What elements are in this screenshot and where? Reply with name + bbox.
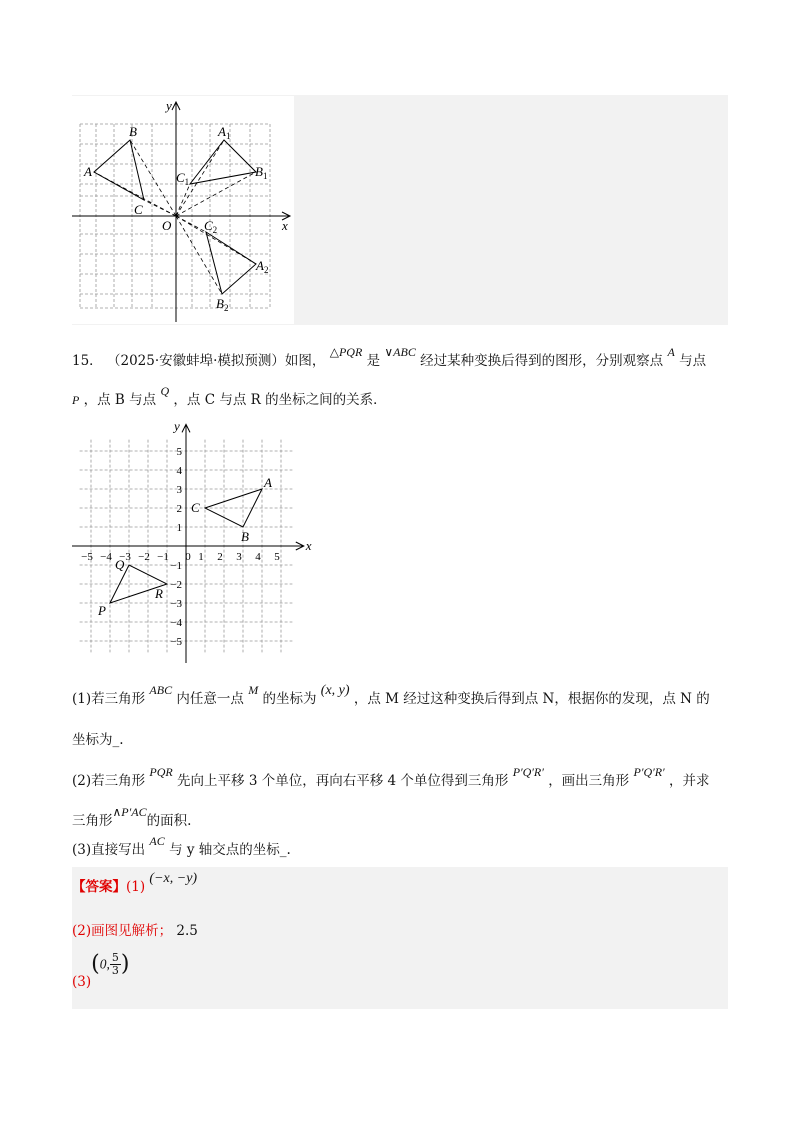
point-label-R: R — [155, 586, 163, 601]
triangle-abc: ∨ABC — [384, 345, 416, 359]
y-tick-label: −1 — [170, 560, 182, 572]
x-tick-label: 0 — [185, 551, 191, 563]
x-tick-label: 2 — [217, 551, 223, 563]
x-tick-label: −5 — [81, 551, 93, 563]
label-C2: $C_2$ — [204, 218, 218, 235]
label-C: C — [134, 202, 143, 217]
triangle-pqr: △PQR — [329, 345, 363, 359]
y-tick-label: −3 — [170, 598, 182, 610]
part1-abc: ABC — [149, 683, 173, 697]
figure2-coordinate-grid — [68, 418, 318, 663]
label-A2: $A_2$ — [256, 258, 269, 275]
part1-xy: (x, y) — [320, 683, 350, 698]
x-tick-label: 4 — [255, 551, 261, 563]
label-B2: $B_2$ — [216, 296, 229, 313]
question-source: （2025·安徽蚌埠·模拟预测）如图， — [106, 353, 326, 369]
answer-part3-open-paren: ( — [91, 951, 100, 977]
y-tick-label: 3 — [176, 484, 182, 496]
answer-part1-label: (1) — [126, 879, 146, 895]
x-tick-label: −4 — [100, 551, 112, 563]
answer-part3-zero: 0, — [99, 956, 110, 972]
point-label-Q: Q — [115, 557, 125, 572]
figure1-axes — [72, 102, 290, 322]
answer-part3-close-paren: ) — [120, 951, 130, 977]
part2-pqr-prime-2: P′Q′R′ — [633, 765, 665, 779]
part1-prefix: (1)若三角形 — [72, 691, 146, 707]
answer-part2-value: 2.5 — [176, 923, 198, 939]
label-A1: $A_1$ — [218, 124, 231, 141]
part1-text-c: 的坐标为 — [262, 691, 317, 707]
question-is: 是 — [366, 353, 381, 369]
answer-line-3 — [72, 951, 130, 994]
part3-text-b: 与 y 轴交点的坐标_. — [169, 842, 291, 858]
question-text-2: ，点 B 与点 — [83, 392, 157, 408]
part1-line-2: 坐标为_. — [72, 732, 124, 748]
triangle-abc — [205, 489, 262, 527]
y-tick-label: 1 — [176, 522, 182, 534]
question-text-1: 经过某种变换后得到的图形，分别观察点 — [420, 353, 664, 369]
answer-part3-fraction — [110, 952, 121, 977]
answer-part3-value — [91, 951, 130, 977]
question-line-2 — [72, 384, 387, 409]
fraction-numerator: 5 — [111, 951, 119, 964]
figure1-triangles — [94, 140, 256, 294]
question-with-point: 与点 — [679, 353, 707, 369]
part2-text-d: ，并求 — [668, 773, 710, 789]
point-label-P: P — [98, 603, 106, 618]
part1-m: M — [248, 683, 259, 697]
part2-pqr-prime: P′Q′R′ — [512, 765, 544, 779]
label-B: B — [129, 124, 137, 139]
answer-tag: 【答案】 — [72, 879, 126, 895]
y-axis-label: y — [174, 418, 180, 434]
y-tick-label: −2 — [170, 579, 182, 591]
part2-text-b: 先向上平移 3 个单位，再向右平移 4 个单位得到三角形 — [177, 773, 509, 789]
x-tick-label: 3 — [236, 551, 242, 563]
part2-prefix: (2)若三角形 — [72, 773, 146, 789]
part2-line-1 — [72, 765, 710, 790]
point-q: Q — [160, 384, 170, 398]
part3-ac: AC — [149, 834, 165, 848]
part1-text-b: 内任意一点 — [176, 691, 244, 707]
x-axis-label: x — [305, 538, 312, 553]
y-tick-label: 4 — [176, 465, 182, 477]
question-text-3: ，点 C 与点 R 的坐标之间的关系． — [173, 392, 387, 408]
part2-text-e: 三角形 — [72, 813, 113, 829]
x-tick-label: 5 — [274, 551, 280, 563]
answer-part1-value: (−x, −y) — [149, 871, 198, 886]
part2-text-f: 的面积. — [146, 813, 192, 829]
figure1-x-label: x — [282, 218, 288, 233]
y-tick-label: 2 — [176, 503, 182, 515]
y-tick-label: −5 — [170, 636, 182, 648]
label-A: A — [84, 164, 92, 179]
part2-pqr: PQR — [149, 765, 173, 779]
figure1-dashed-rays — [94, 140, 256, 294]
part3-prefix: (3)直接写出 — [72, 842, 146, 858]
x-tick-label: −1 — [157, 551, 169, 563]
x-tick-label: −2 — [138, 551, 150, 563]
point-label-A: A — [264, 475, 272, 490]
x-tick-label: 1 — [198, 551, 204, 563]
label-B1: $B_1$ — [255, 164, 268, 181]
part1-text-d: ，点 M 经过这种变换后得到点 N，根据你的发现，点 N 的 — [353, 691, 710, 707]
figure1-rotation-diagram — [72, 96, 294, 324]
part2-triangle: ∧P′AC — [112, 805, 147, 819]
figure1-y-label: y — [166, 98, 172, 113]
answer-line-1 — [72, 871, 198, 897]
point-p: P — [72, 393, 80, 407]
label-C1: $C_1$ — [176, 170, 190, 187]
y-tick-label: −4 — [170, 617, 182, 629]
fraction-denominator: 3 — [111, 964, 119, 977]
point-label-B: B — [241, 529, 249, 544]
answer-line-2 — [72, 922, 198, 940]
part2-text-c: ，画出三角形 — [548, 773, 630, 789]
point-a: A — [667, 345, 675, 359]
answer-part3-label: (3) — [72, 974, 92, 990]
answer-part2-label: (2)画图见解析； — [72, 923, 173, 939]
figure1-origin-label: O — [162, 218, 172, 233]
question-number: 15． — [72, 353, 103, 369]
x-tick-label: −3 — [119, 551, 131, 563]
point-label-C: C — [191, 500, 200, 515]
part1-line-1 — [72, 683, 710, 709]
part2-line-2 — [72, 805, 192, 830]
part3-line — [72, 834, 291, 859]
question-line-1 — [72, 345, 707, 370]
y-tick-label: 5 — [176, 446, 182, 458]
